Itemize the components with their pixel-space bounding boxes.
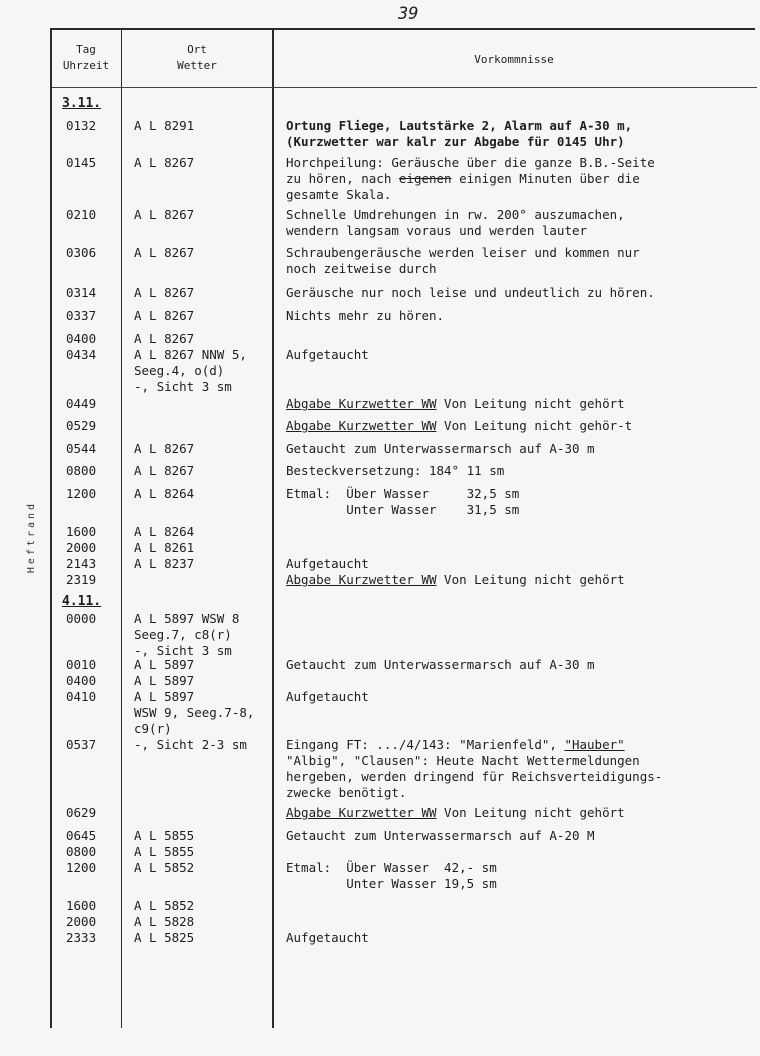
entry-time: 1200 [66,486,97,501]
entry-time: 0800 [66,844,97,859]
entry-time: 0537 [66,737,97,752]
date-label-4-11: 4.11. [62,594,102,609]
entry-text-part: Von Leitung nicht gehört [436,572,625,587]
entry-text: Ortung Fliege, Lautstärke 2, Alarm auf A-30 m, (Kurzwetter war kalr zur Abgabe für 0145 Uhr) [286,118,633,149]
entry-text-part: "Albig", "Clausen": Heute Nacht Wettermeldungen hergeben, werden dringend für Reichsverteidigungs- zwecke benötigt. [286,753,663,800]
entry-text: Getaucht zum Unterwassermarsch auf A-20 M [286,828,595,843]
entry-text: Getaucht zum Unterwassermarsch auf A-30 m [286,441,595,456]
page-number: 39 [398,4,419,24]
entry-text: Schraubengeräusche werden leiser und kommen nur noch zeitweise durch [286,245,640,276]
entry-time: 0629 [66,805,97,820]
entry-location: A L 5852 [134,860,195,875]
entry-time: 0145 [66,155,97,170]
underlined-text: Abgabe Kurzwetter WW [286,572,437,587]
entry-text: Geräusche nur noch leise und undeutlich zu hören. [286,285,655,300]
entry-text [286,155,756,203]
entry-location: A L 5897 WSW 9, Seeg.7-8, c9(r) -, Sicht 2-3 sm [134,689,255,752]
entry-location: A L 8261 [134,540,195,555]
entry-time: 0544 [66,441,97,456]
entry-time: 0400 [66,673,97,688]
entry-text-part: Von Leitung nicht gehört [436,805,625,820]
entry-text [286,418,756,434]
entry-time: 0529 [66,418,97,433]
entry-time: 1200 [66,860,97,875]
entry-location: A L 8267 [134,155,195,170]
header-rule [52,87,757,88]
entry-location: A L 8267 [134,463,195,478]
entry-text: Etmal: Über Wasser 42,- sm Unter Wasser 19,5 sm [286,860,497,891]
entry-text: Aufgetaucht [286,689,369,704]
entry-time: 2000 [66,914,97,929]
entry-time: 2000 [66,540,97,555]
entry-location: A L 8237 [134,556,195,571]
entry-location: A L 8264 [134,486,195,501]
entry-text [286,396,756,412]
header-time [52,42,120,74]
header-time-day: Tag [76,43,96,56]
entry-time: 2143 [66,556,97,571]
entry-time: 2319 [66,572,97,587]
entry-text: Getaucht zum Unterwassermarsch auf A-30 m [286,657,595,672]
entry-time: 2333 [66,930,97,945]
entry-text: Besteckversetzung: 184° 11 sm [286,463,505,478]
entry-text-part: einigen Minuten über die gesamte Skala. [286,171,640,202]
entry-text [286,572,756,588]
entry-text-part: Von Leitung nicht gehört [436,396,625,411]
entry-time: 0449 [66,396,97,411]
entry-time: 0800 [66,463,97,478]
entry-text: Schnelle Umdrehungen in rw. 200° auszumachen, wendern langsam voraus und werden lauter [286,207,625,238]
header-place-weather: Wetter [177,59,217,72]
underlined-text: Abgabe Kurzwetter WW [286,396,437,411]
header-events: Vorkommnisse [474,53,554,66]
entry-time: 0337 [66,308,97,323]
header-place-location: Ort [187,43,207,56]
column-divider-time [121,28,122,1028]
entry-time: 0314 [66,285,97,300]
entry-time: 0434 [66,347,97,362]
entry-location: A L 8267 NNW 5, Seeg.4, o(d) -, Sicht 3 sm [134,347,247,394]
entry-time: 0010 [66,657,97,672]
entry-location: A L 5852 [134,898,195,913]
entry-location: A L 8267 [134,285,195,300]
underlined-text: "Hauber" [564,737,625,752]
entry-text [286,805,756,821]
date-label-3-11: 3.11. [62,96,102,111]
column-divider-left [50,28,52,1028]
entry-location: A L 5825 [134,930,195,945]
underlined-text: Abgabe Kurzwetter WW [286,418,437,433]
entry-location: A L 5828 [134,914,195,929]
entry-time: 0000 [66,611,97,626]
entry-time: 0645 [66,828,97,843]
entry-time: 0132 [66,118,97,133]
entry-location: A L 8267 [134,331,195,346]
entry-time: 1600 [66,898,97,913]
entry-text: Aufgetaucht [286,930,369,945]
entry-time: 1600 [66,524,97,539]
entry-text: Aufgetaucht [286,556,369,571]
entry-text-part: Eingang FT: .../4/143: "Marienfeld", [286,737,565,752]
entry-text [286,737,756,801]
entry-text: Etmal: Über Wasser 32,5 sm Unter Wasser 31,5 sm [286,486,520,517]
entry-text: Nichts mehr zu hören. [286,308,445,323]
entry-location: A L 8291 [134,118,195,133]
entry-location: A L 8267 [134,308,195,323]
entry-text-part: Horchpeilung: Geräusche über die ganze B.B.-Seite zu hören, nach [286,155,655,186]
margin-label: Heftrand [26,500,37,574]
entry-time: 0410 [66,689,97,704]
entry-time: 0210 [66,207,97,222]
entry-location: A L 5897 [134,673,195,688]
entry-text-part: Von Leitung nicht gehör-t [436,418,633,433]
entry-location: A L 5855 [134,844,195,859]
top-rule [50,28,755,30]
entry-location: A L 5897 WSW 8 Seeg.7, c8(r) -, Sicht 3 sm [134,611,240,658]
entry-time: 0306 [66,245,97,260]
entry-location: A L 5897 [134,657,195,672]
header-place [122,42,272,74]
entry-location: A L 8267 [134,245,195,260]
entry-location: A L 8267 [134,441,195,456]
entry-location: A L 5855 [134,828,195,843]
entry-location: A L 8267 [134,207,195,222]
underlined-text: Abgabe Kurzwetter WW [286,805,437,820]
header-time-hour: Uhrzeit [62,59,110,72]
struck-text: eigenen [398,171,452,186]
entry-text: Aufgetaucht [286,347,369,362]
entry-location: A L 8264 [134,524,195,539]
entry-time: 0400 [66,331,97,346]
